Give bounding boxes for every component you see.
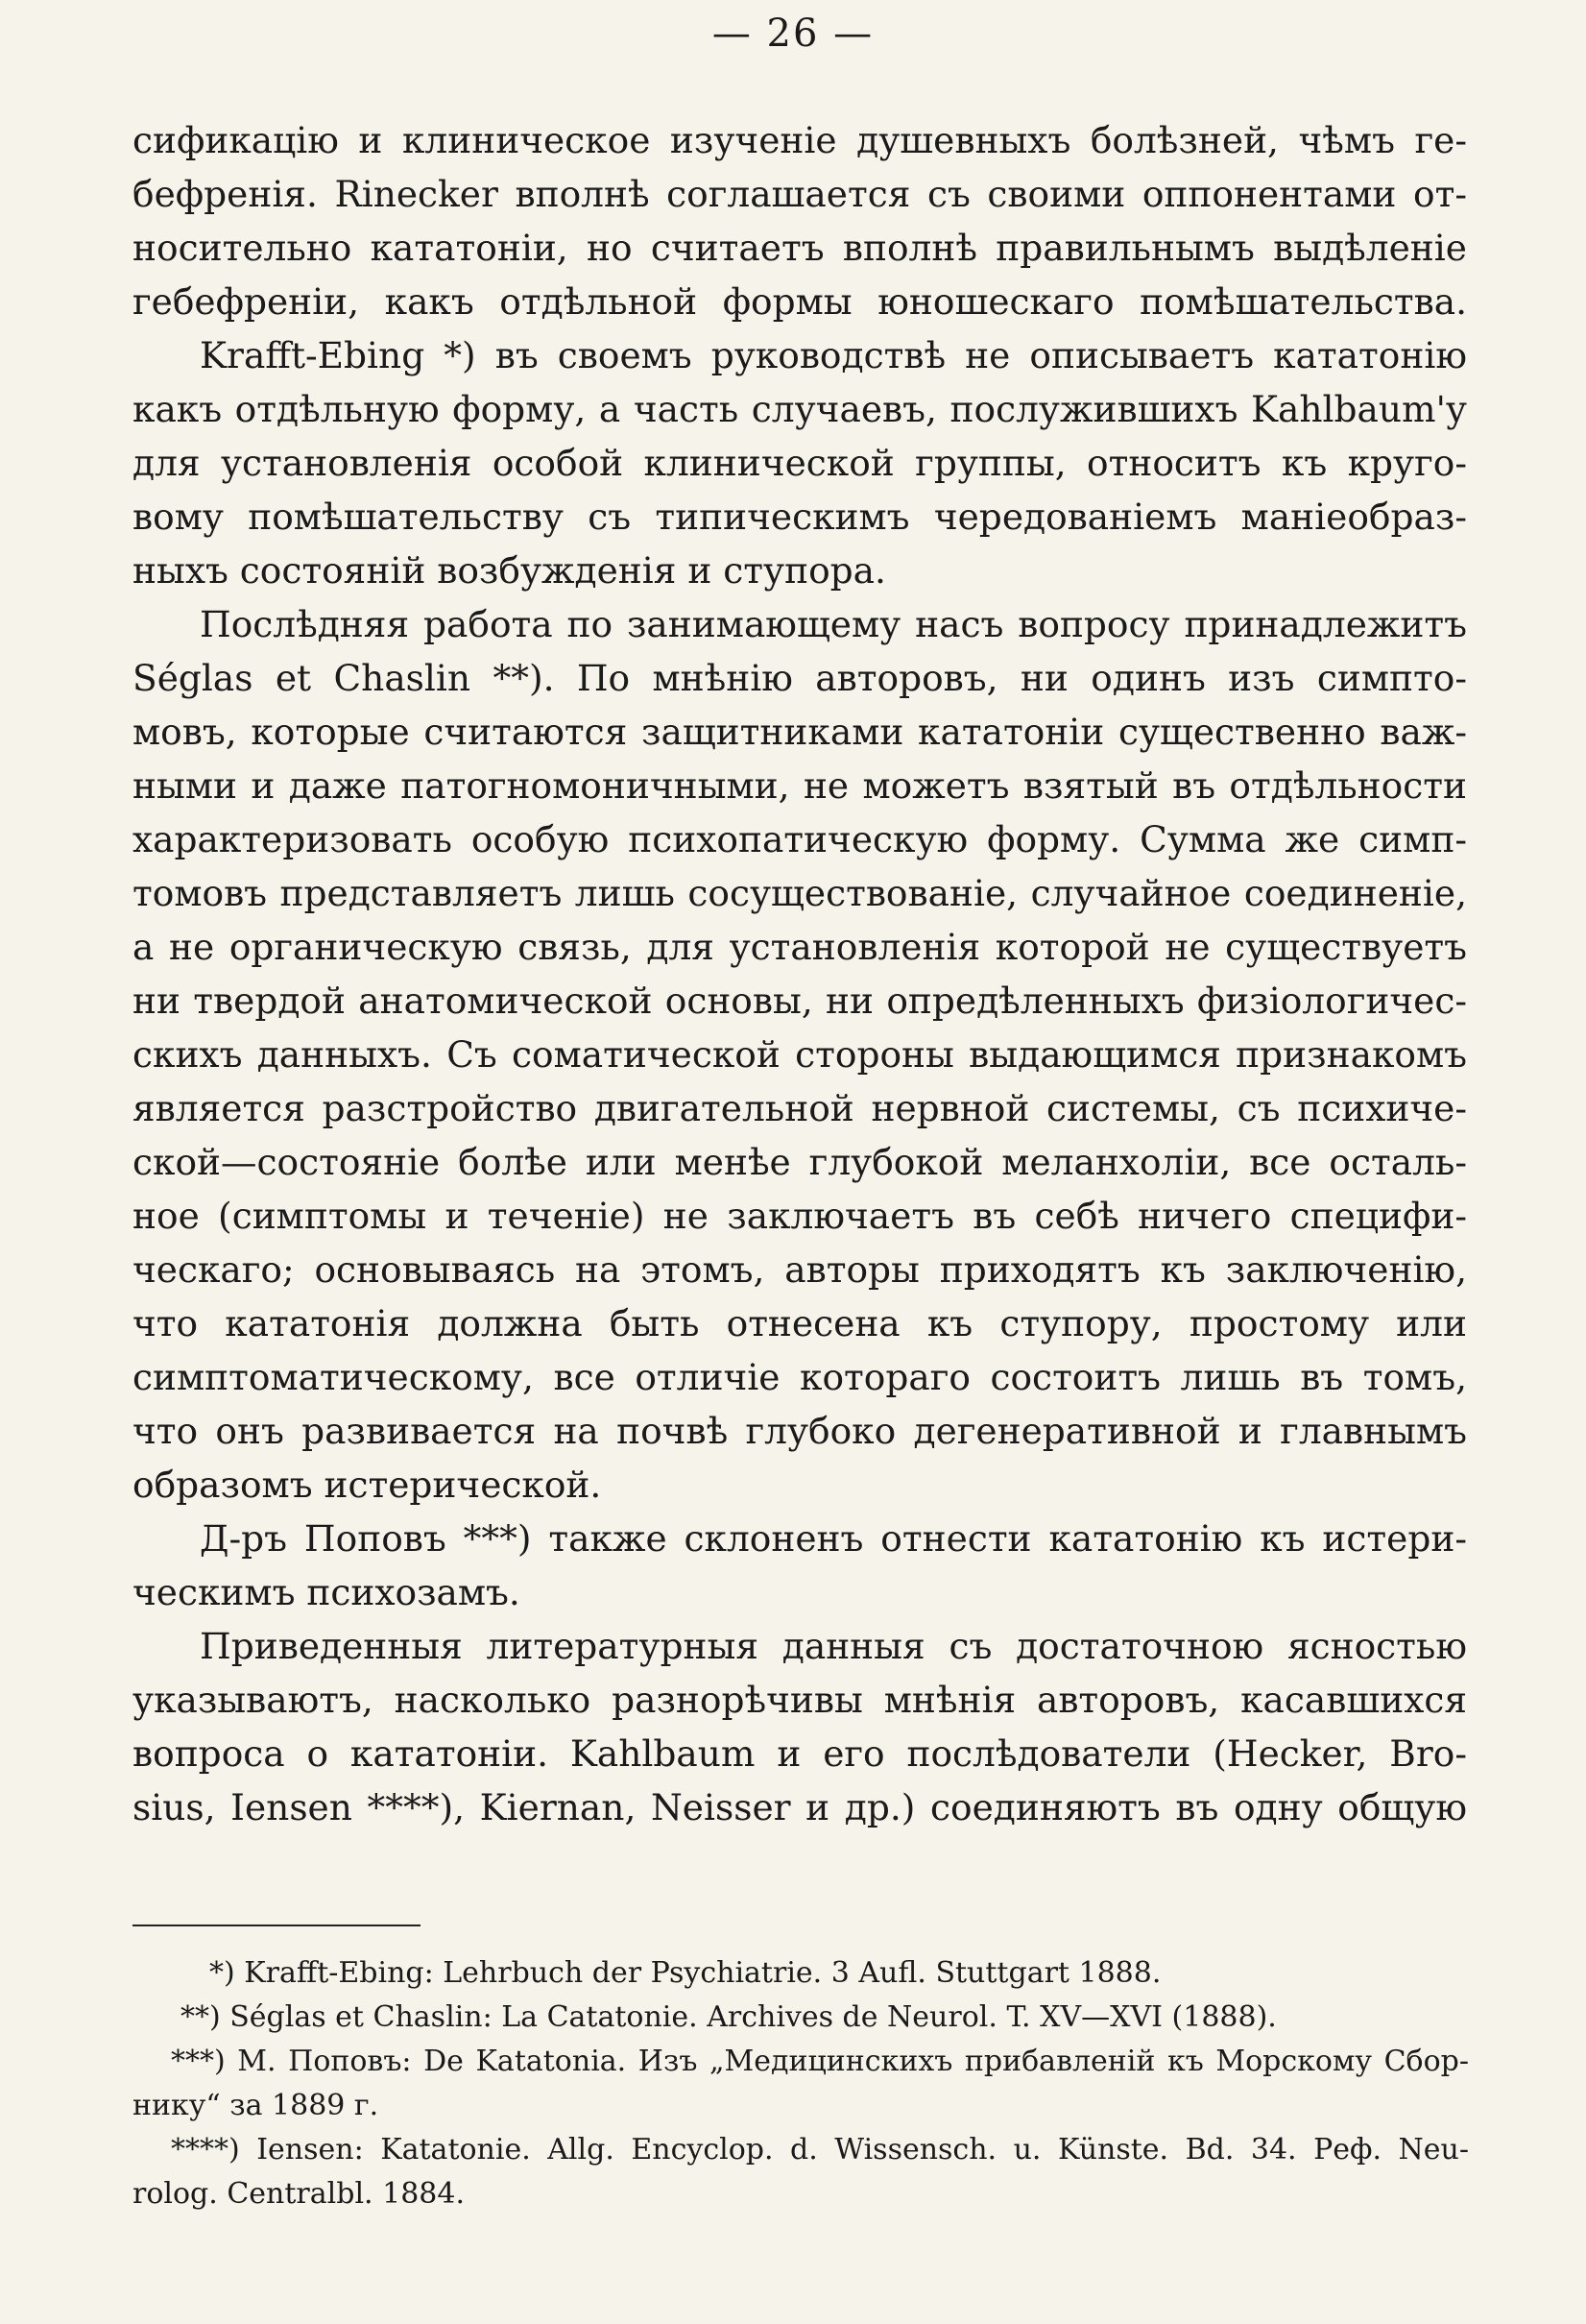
body-line: что кататонія должна быть отнесена къ ступору, простому или — [132, 1302, 1467, 1344]
body-line: Д-ръ Поповъ ***) также склоненъ отнести кататонію къ истери- — [200, 1517, 1467, 1560]
body-line: ческимъ психозамъ. — [132, 1571, 520, 1613]
body-line: Приведенныя литературныя данныя съ достаточною ясностью — [200, 1625, 1467, 1667]
body-line: является разстройство двигательной нервной системы, съ психиче- — [132, 1087, 1467, 1129]
body-line: бефренія. Rinecker вполнѣ соглашается съ своими оппонентами от- — [132, 173, 1467, 215]
body-line: томовъ представляетъ лишь сосуществованіе, случайное соединеніе, — [132, 872, 1467, 914]
body-line: ными и даже патогномоничными, не можетъ взятый въ отдѣльности — [132, 764, 1467, 807]
footnote-line: rolog. Centralbl. 1884. — [132, 2177, 465, 2211]
body-line: ное (симптомы и теченіе) не заключаетъ въ себѣ ничего специфи- — [132, 1195, 1467, 1237]
footnotes — [132, 1951, 1469, 2216]
body-line: ческаго; основываясь на этомъ, авторы приходятъ къ заключенію, — [132, 1248, 1467, 1291]
footnote-divider — [132, 1925, 421, 1926]
body-line: симптоматическому, все отличіе котораго состоитъ лишь въ томъ, — [132, 1356, 1467, 1398]
body-line: скихъ данныхъ. Съ соматической стороны выдающимся признакомъ — [132, 1033, 1467, 1076]
body-line: какъ отдѣльную форму, а часть случаевъ, послужившихъ Kahlbaum'у — [132, 388, 1467, 430]
body-line: гебефреніи, какъ отдѣльной формы юношескаго помѣшательства. — [132, 280, 1467, 323]
body-line: для установленія особой клинической группы, относитъ къ круго- — [132, 442, 1467, 484]
body-line: образомъ истерической. — [132, 1464, 602, 1506]
body-line: ныхъ состояній возбужденія и ступора. — [132, 549, 886, 592]
body-line: Krafft-Ebing *) въ своемъ руководствѣ не описываетъ кататонію — [200, 334, 1467, 376]
body-line: ской—состояніе болѣе или менѣе глубокой меланхоліи, все осталь- — [132, 1141, 1467, 1183]
body-line: мовъ, которые считаются защитниками кататоніи существенно важ- — [132, 711, 1467, 753]
body-line: носительно кататоніи, но считаетъ вполнѣ правильнымъ выдѣленіе — [132, 227, 1467, 269]
page-number: — 26 — — [711, 12, 875, 56]
footnote-line: *) Krafft-Ebing: Lehrbuch der Psychiatrie. 3 Aufl. Stuttgart 1888. — [209, 1956, 1162, 1990]
body-line: указываютъ, насколько разнорѣчивы мнѣнія авторовъ, касавшихся — [132, 1679, 1467, 1721]
body-line: Séglas et Chaslin **). По мнѣнію авторовъ, ни одинъ изъ симпто- — [132, 657, 1467, 699]
body-line: характеризовать особую психопатическую форму. Сумма же симп- — [132, 818, 1467, 860]
body-line: вопроса о кататоніи. Kahlbaum и его послѣдователи (Hecker, Bro- — [132, 1732, 1467, 1775]
body-line: Послѣдняя работа по занимающему насъ вопросу принадлежитъ — [200, 603, 1467, 645]
footnote-line: нику“ за 1889 г. — [132, 2089, 379, 2122]
body-text — [132, 113, 1467, 1834]
body-line: а не органическую связь, для установленія которой не существуетъ — [132, 926, 1467, 968]
footnote-line: ****) Iensen: Katatonie. Allg. Encyclop. d. Wissensch. u. Künste. Bd. 34. Реф. Neu- — [171, 2133, 1469, 2167]
body-line: ни твердой анатомической основы, ни опредѣленныхъ физіологичес- — [132, 980, 1467, 1022]
footnote-line: ***) M. Поповъ: De Katatonia. Изъ „Медицинскихъ прибавленій къ Морскому Сбор- — [171, 2045, 1469, 2078]
body-line: сификацію и клиническое изученіе душевныхъ болѣзней, чѣмъ ге- — [132, 119, 1467, 161]
body-line: вому помѣшательству съ типическимъ чередованіемъ маніеобраз- — [132, 496, 1467, 538]
body-line: что онъ развивается на почвѣ глубоко дегенеративной и главнымъ — [132, 1410, 1467, 1452]
footnote-line: **) Séglas et Chaslin: La Catatonie. Archives de Neurol. T. XV—XVI (1888). — [180, 2000, 1277, 2034]
body-line: sius, Iensen ****), Kiernan, Neisser и др.) соединяютъ въ одну общую — [132, 1786, 1467, 1828]
